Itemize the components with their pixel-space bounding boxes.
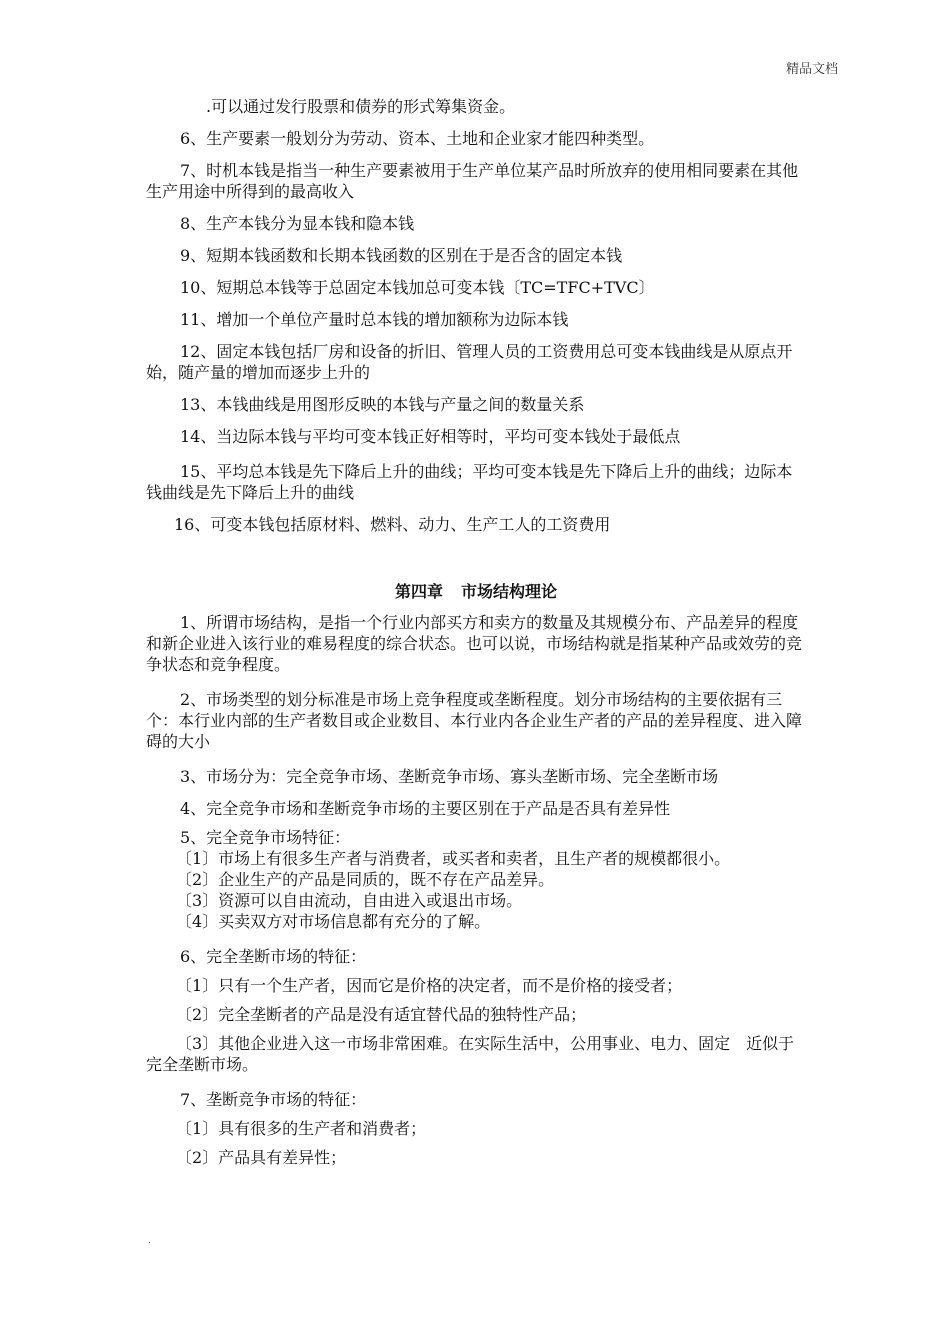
list-item: 〔1〕市场上有很多生产者与消费者，或买者和卖者，且生产者的规模都很小。	[176, 849, 731, 868]
paragraph-7: 7、时机本钱是指当一种生产要素被用于生产单位某产品时所放弃的使用相同要素在其他生产用途中所得到的最高收入	[146, 161, 799, 201]
list-item: 〔1〕只有一个生产者，因而它是价格的决定者，而不是价格的接受者；	[176, 976, 683, 995]
paragraph-6: 6、生产要素一般划分为劳动、资本、土地和企业家才能四种类型。	[180, 129, 655, 148]
paragraph-15: 15、平均总本钱是先下降后上升的曲线；平均可变本钱是先下降后上升的曲线；边际本钱曲线是先下降后上升的曲线	[146, 462, 793, 502]
list-item: 〔3〕其他企业进入这一市场非常困难。在实际生活中，公用事业、电力、固定 近似于完全垄断市场。	[146, 1034, 795, 1074]
chapter-title: 市场结构理论	[461, 582, 558, 601]
chapter-paragraph-3: 3、市场分为：完全竞争市场、垄断竞争市场、寡头垄断市场、完全垄断市场	[180, 767, 719, 786]
paragraph-14: 14、当边际本钱与平均可变本钱正好相等时，平均可变本钱处于最低点	[180, 427, 681, 446]
paragraph-10: 10、短期总本钱等于总固定本钱加总可变本钱〔TC=TFC+TVC〕	[180, 278, 655, 297]
paragraph-9: 9、短期本钱函数和长期本钱函数的区别在于是否含的固定本钱	[180, 246, 623, 265]
document-body	[146, 96, 806, 1168]
list-item: 〔4〕买卖双方对市场信息都有充分的了解。	[176, 912, 491, 931]
chapter-paragraph-4: 4、完全竞争市场和垄断竞争市场的主要区别在于产品是否具有差异性	[180, 799, 671, 818]
header-tag: 精品文档	[785, 62, 838, 77]
chapter-heading	[146, 579, 806, 602]
list-item: 〔2〕完全垄断者的产品是没有适宜替代品的独特性产品；	[176, 1005, 587, 1024]
chapter-paragraph-6: 6、完全垄断市场的特征：	[180, 947, 367, 966]
paragraph-13: 13、本钱曲线是用图形反映的本钱与产量之间的数量关系	[180, 395, 585, 414]
list-item: 〔2〕企业生产的产品是同质的，既不存在产品差异。	[176, 870, 555, 889]
paragraph-16: 16、可变本钱包括原材料、燃料、动力、生产工人的工资费用	[174, 515, 611, 534]
chapter-number: 第四章	[394, 582, 443, 601]
paragraph-continuation: .可以通过发行股票和债券的形式筹集资金。	[206, 97, 516, 116]
paragraph-11: 11、增加一个单位产量时总本钱的增加额称为边际本钱	[180, 310, 569, 329]
list-item: 〔2〕产品具有差异性；	[176, 1148, 347, 1167]
list-item: 〔1〕具有很多的生产者和消费者；	[176, 1119, 427, 1138]
list-item: 〔3〕资源可以自由流动，自由进入或退出市场。	[176, 891, 523, 910]
chapter-paragraph-1: 1、所谓市场结构，是指一个行业内部买方和卖方的数量及其规模分布、产品差异的程度和新企业进入该行业的难易程度的综合状态。也可以说，市场结构就是指某种产品或效劳的竞争状态和竞争程度。	[146, 613, 803, 674]
chapter-paragraph-2: 2、市场类型的划分标准是市场上竞争程度或垄断程度。划分市场结构的主要依据有三个：本行业内部的生产者数目或企业数目、本行业内各企业生产者的产品的差异程度、进入障碍的大小	[146, 690, 803, 751]
footer-mark: .	[148, 1236, 151, 1246]
paragraph-12: 12、固定本钱包括厂房和设备的折旧、管理人员的工资费用总可变本钱曲线是从原点开始，随产量的增加而逐步上升的	[146, 342, 793, 382]
paragraph-8: 8、生产本钱分为显本钱和隐本钱	[180, 214, 415, 233]
chapter-paragraph-5: 5、完全竞争市场特征：	[180, 828, 351, 847]
chapter-paragraph-7: 7、垄断竞争市场的特征：	[180, 1090, 367, 1109]
